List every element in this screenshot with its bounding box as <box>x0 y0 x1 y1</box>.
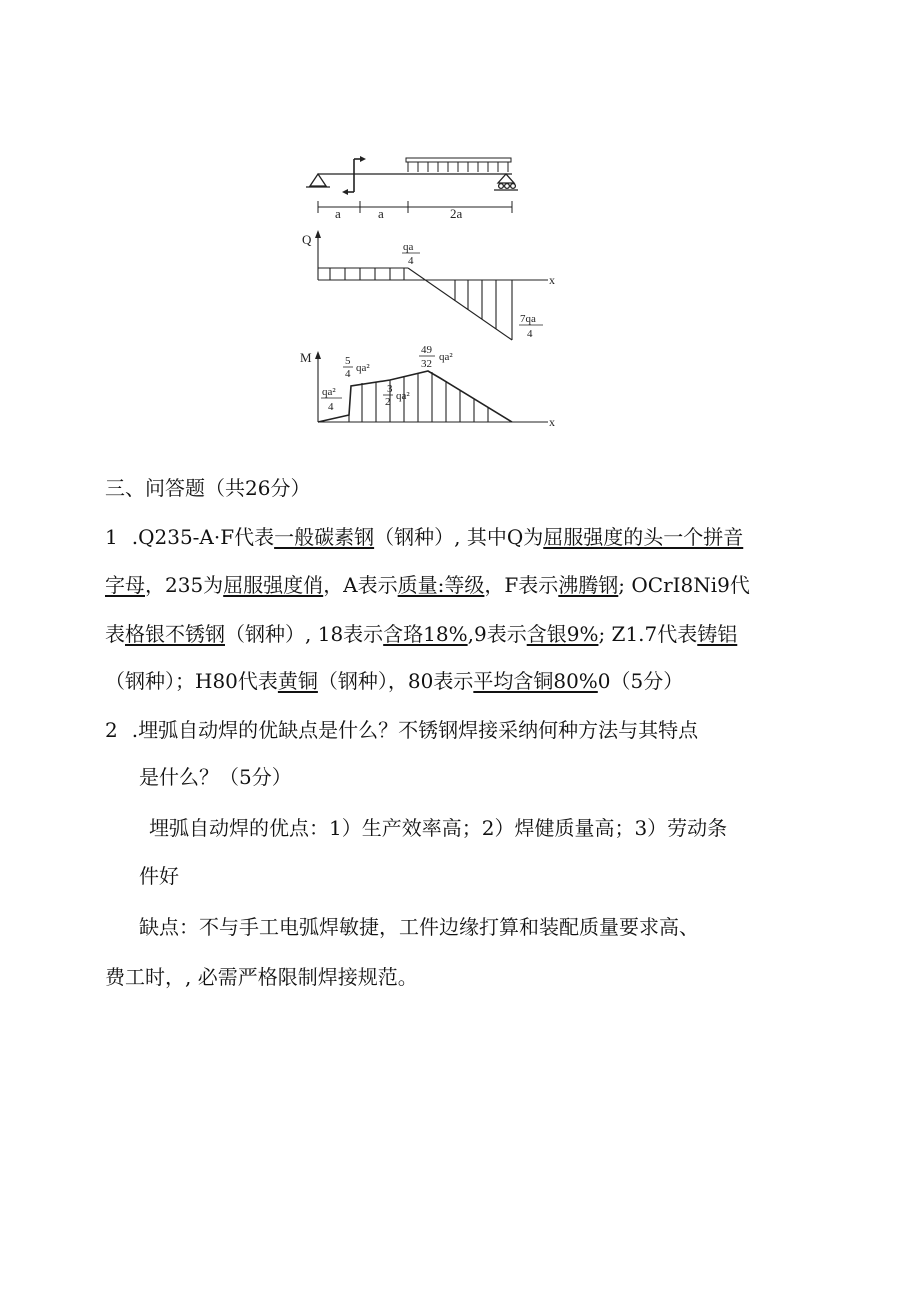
q2-question-text: .埋弧自动焊的优缺点是什么？不锈钢焊接采纳何种方法与其特点 <box>131 718 699 742</box>
q1-line2 <box>105 571 750 599</box>
q1-text: ; OCrI8Ni9代 <box>618 573 750 597</box>
moment-label4-tail: qa² <box>439 351 453 363</box>
dimension-line <box>318 201 512 213</box>
q2-advantages-line2: 件好 <box>139 864 179 888</box>
moment-label2-den: 4 <box>345 368 351 380</box>
q1-answer: 屈服强度俏 <box>223 573 324 597</box>
q1-answer: 铸铝 <box>697 622 738 646</box>
section-title: 三、问答题（共26分） <box>105 476 311 500</box>
moment-label2-tail: qa² <box>356 362 370 374</box>
q1-text: ; Z1.7代表 <box>598 622 698 646</box>
shear-bottom-den: 4 <box>527 328 533 340</box>
beam <box>306 174 518 190</box>
q1-answer: 格银不锈钢 <box>125 622 225 646</box>
q1-text: ，F表示 <box>484 573 559 597</box>
moment-label4-num: 49 <box>421 344 432 356</box>
dim-label-a2: a <box>378 206 384 221</box>
q1-text: （钢种），80表示 <box>317 669 474 693</box>
beam-diagram-figure <box>290 150 570 445</box>
moment-label3-tail: qa² <box>396 390 410 402</box>
q1-line3 <box>105 620 737 648</box>
q1-answer: 质量:等级 <box>397 573 485 597</box>
q1-text: ，A表示 <box>323 573 398 597</box>
q1-answer: 含银9% <box>526 622 599 646</box>
q1-text: （钢种）, 其中Q为 <box>374 525 544 549</box>
q1-answer: 平均含铜80% <box>473 669 598 693</box>
roller-wheel-icon <box>505 184 510 189</box>
q2-advantages-line1: 埋弧自动焊的优点：1）生产效率高；2）焊健质量高；3）劳动条 <box>149 816 728 840</box>
couple-arrows <box>342 156 366 195</box>
moment-label3-num: 3 <box>387 383 393 395</box>
q1-text: ，235为 <box>145 573 224 597</box>
q2-line2: 是什么？（5分） <box>139 765 292 789</box>
q2-disadvantages-line1: 缺点：不与手工电弧焊敏捷，工件边缘打算和装配质量要求高、 <box>139 915 699 939</box>
q2-number: 2 <box>105 718 118 742</box>
q1-text: ,9表示 <box>467 622 527 646</box>
q1-answer: 屈服强度的头一个拼音 <box>543 525 744 549</box>
shear-axis-label: Q <box>302 232 312 247</box>
shear-top-num: qa <box>403 241 414 253</box>
q1-text: 表 <box>105 622 125 646</box>
q1-text: （钢种）；H80代表 <box>105 669 278 693</box>
shear-top-den: 4 <box>408 255 414 267</box>
q1-text: （钢种）, 18表示 <box>225 622 384 646</box>
right-roller-support-icon <box>498 174 514 183</box>
moment-label1-num: qa² <box>322 386 336 398</box>
q1-text: .Q235-A·F代表 <box>131 525 275 549</box>
q1-answer: 一般碳素钢 <box>274 525 375 549</box>
left-pin-support-icon <box>310 174 326 186</box>
q2-disadvantages-line2: 费工时，, 必需严格限制焊接规范。 <box>105 965 418 989</box>
moment-label3-den: 2 <box>385 396 391 408</box>
q1-answer: 黄铜 <box>277 669 318 693</box>
q1-line1 <box>105 523 743 551</box>
q1-text: 0（5分） <box>597 669 684 693</box>
distributed-load <box>406 158 511 172</box>
shear-diagram <box>315 230 548 340</box>
moment-axis-label: M <box>300 350 312 365</box>
dim-label-a1: a <box>335 206 341 221</box>
moment-label1-den: 4 <box>328 401 334 413</box>
dim-label-2a: 2a <box>450 206 463 221</box>
moment-label2-num: 5 <box>345 355 351 367</box>
roller-wheel-icon <box>499 184 504 189</box>
q1-answer: 字母 <box>105 573 145 597</box>
moment-label4-den: 32 <box>421 358 432 370</box>
shear-x-label: x <box>549 273 555 287</box>
q1-answer: 沸腾钢 <box>558 573 619 597</box>
roller-wheel-icon <box>511 184 516 189</box>
moment-x-label: x <box>549 415 555 429</box>
q1-number: 1 <box>105 525 118 549</box>
q2-line1 <box>105 716 698 744</box>
beam-diagram-svg <box>290 150 570 445</box>
q1-line4 <box>105 667 683 695</box>
shear-bottom-num: 7qa <box>520 313 536 325</box>
q1-answer: 含珞18% <box>383 622 468 646</box>
